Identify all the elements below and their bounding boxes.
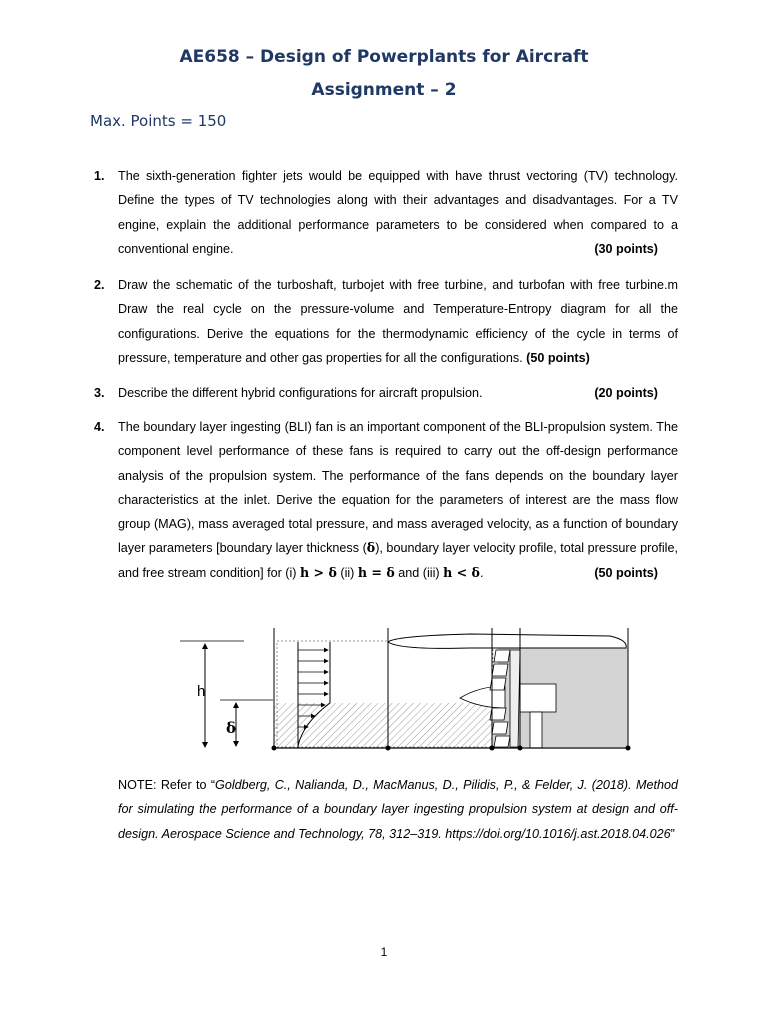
question-points: (30 points) bbox=[594, 241, 658, 256]
question-text: Describe the different hybrid configurations for aircraft propulsion. bbox=[118, 386, 483, 400]
question-points: (50 points) bbox=[594, 565, 658, 580]
condition-ii: h = δ bbox=[357, 564, 395, 580]
note-suffix: ” bbox=[670, 826, 675, 841]
max-points: Max. Points = 150 bbox=[90, 112, 227, 130]
question-number: 4. bbox=[94, 420, 105, 434]
reference-note bbox=[118, 773, 678, 846]
question-3 bbox=[94, 381, 678, 405]
question-end: . bbox=[479, 565, 484, 580]
question-number: 1. bbox=[94, 169, 105, 183]
note-citation: Goldberg, C., Nalianda, D., MacManus, D., Pilidis, P., & Felder, J. (2018). Method for simulating the performance of a boundary layer ingesting propulsion system at design and off-design. Aerospace Science and Technology, 78, 312–319. https://doi.org/10.1016/j.ast.2018.04.026 bbox=[118, 778, 678, 841]
separator-ii: (ii) bbox=[340, 565, 355, 580]
course-title: AE658 – Design of Powerplants for Aircraft bbox=[179, 47, 589, 67]
page-number: 1 bbox=[380, 945, 388, 959]
question-text: The boundary layer ingesting (BLI) fan is an important component of the BLI-propulsion system. The component level performance of these fans is required to carry out the off-design performance analysis of the propulsion system. The performance of the fans depends on the boundary layer characteristics at the inlet. Derive the equation for the parameters of interest are the mass flow group (MAG), mass averaged total pressure, and mass averaged velocity, as a function of boundary layer parameters [boundary layer thickness ( bbox=[118, 420, 678, 556]
assignment-title: Assignment – 2 bbox=[311, 80, 457, 100]
question-number: 2. bbox=[94, 278, 105, 292]
question-points: (50 points) bbox=[526, 350, 590, 365]
note-prefix: NOTE: Refer to “ bbox=[118, 778, 216, 792]
delta-symbol: δ bbox=[366, 540, 376, 556]
condition-iii: h < δ bbox=[443, 564, 480, 580]
nacelle bbox=[388, 634, 626, 648]
strut bbox=[530, 712, 542, 748]
hub-housing bbox=[520, 684, 556, 712]
question-points: (20 points) bbox=[594, 386, 658, 400]
delta-label: δ bbox=[226, 719, 237, 737]
bli-schematic-figure bbox=[170, 628, 640, 758]
condition-i: h > δ bbox=[300, 564, 337, 580]
question-text: The sixth-generation fighter jets would be equipped with have thrust vectoring (TV) technology. Define the types of TV technologies along with their advantages and disadvantages. For a TV engine, explain the additional performance parameters to be considered when compared to a conventional engine. bbox=[118, 169, 678, 256]
h-label: h bbox=[197, 683, 206, 700]
separator-iii: and (iii) bbox=[398, 565, 440, 580]
question-number: 3. bbox=[94, 386, 105, 400]
question-1 bbox=[94, 164, 678, 261]
question-text-b: ), boundary layer velocity profile, total pressure profile, and free stream condition] for (i) bbox=[118, 541, 678, 580]
question-4 bbox=[94, 415, 678, 585]
question-text: Draw the schematic of the turboshaft, turbojet with free turbine, and turbofan with free turbine.m Draw the real cycle on the pressure-volume and Temperature-Entropy diagram for all the configurations. Derive the equations for the thermodynamic efficiency of the cycle in terms of pressure, temperature and other gas properties for all the configurations. bbox=[118, 278, 678, 365]
question-2 bbox=[94, 273, 678, 370]
